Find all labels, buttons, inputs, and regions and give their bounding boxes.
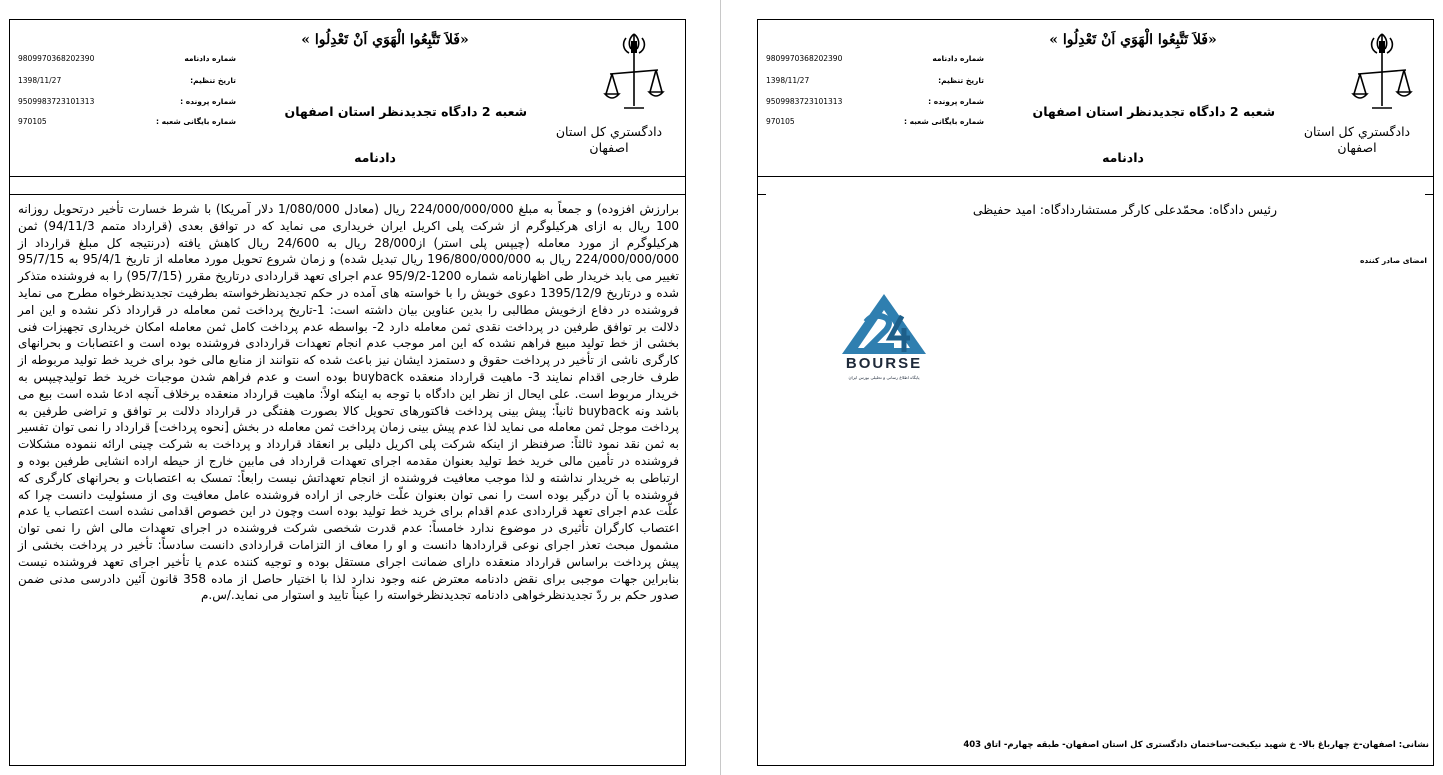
- issuer-signature-label: امضای صادر کننده: [1360, 256, 1427, 265]
- scales-of-justice-icon: [1350, 30, 1414, 116]
- bourse-logo-text: BOURSE: [845, 355, 923, 372]
- motto: «فَلاَ تَتَّبِعُوا الْهَوَي اَنْ تَعْدِلُوا »: [301, 32, 469, 48]
- court-name: شعبه 2 دادگاه تجدیدنظر استان اصفهان: [284, 104, 527, 119]
- presiding-judges: رئیس دادگاه: محمّدعلی کارگر مستشاردادگاه: امید حفیظی: [972, 202, 1277, 217]
- document-header: [758, 20, 1433, 177]
- header-rule-right-tick: [1425, 194, 1433, 195]
- document-page-right: [757, 19, 1434, 766]
- document-header: [10, 20, 685, 177]
- header-rule: [10, 194, 685, 195]
- header-rule-left-tick: [758, 194, 766, 195]
- meta-verdict-number: 9809970368202390 شماره دادنامه: [18, 54, 236, 63]
- meta-archive-number: 970105 شماره بایگانی شعبه :: [766, 117, 984, 126]
- meta-case-number: 9509983723101313 شماره پرونده :: [18, 97, 236, 106]
- scales-of-justice-icon: [602, 30, 666, 116]
- bourse-logo-caption: پایگاه اطلاع رسانی و تحلیلی بورس ایران: [848, 375, 920, 380]
- document-page-left: [9, 19, 686, 766]
- judiciary-name: دادگستري کل استان اصفهان: [1303, 124, 1411, 155]
- bourse-24-logo-icon: [836, 292, 932, 382]
- judiciary-name: دادگستري کل استان اصفهان: [555, 124, 663, 155]
- verdict-body: برارزش افزوده) و جمعاً به مبلغ 224/000/000/000 ریال (معادل 1/080/000 دلار آمریکا) با شرط خسارت تأخیر درتحویل روزانه 100 ریال به ازای هرکیلوگرم از شرکت پلی اکریل ایران خریداری می نماید که در توافق بعدی (قرارداد متمم 94/11/3) ثمن هرکیلوگرم از مورد معامله (چیپس پلی استر) از28/000 ریال به 24/600 ریال کاهش یافته (درنتیجه کل مبلغ قرارداد از 224/000/000/000 ریال به 196/800/000/000 ریال تبدیل شده) و زمان شروع تحویل مورد معامله از تاریخ 95/4/1 به 95/7/15 تغییر می یابد خریدار طی اظهارنامه شماره 1200-95/9/2 عدم اجرای تعهد قراردادی درتاریخ مقرر (95/7/15) را به فروشنده متذکر شده و درتاریخ 1395/12/9 دعوی خویش را با خواسته های آمده در حکم تجدیدنظرخواسته بطرفیت تجدیدنظرخواه مطرح می نماید فروشنده در دفاع ازخویش مطالبی را بدین عناوین بیان داشته است: 1-تاریخ پرداخت ثمن معامله در قرارداد ذکر نشده و این امر دلالت بر توافق طرفین در پرداخت نقدی ثمن معامله دارد 2- بواسطه عدم پرداخت کامل ثمن معامله امکان خریداری تجهیزات فنی بخشی از خط تولید مبیع فراهم نشده که این امر موجب عدم انجام تعهدات قراردادی فروشنده بوده است و اعتصابات و بحرانهای کارگری ناشی از تأخیر در پرداخت حقوق و دستمزد ایشان نیز باعث شده که نتوانند از منابع مالی خود برای خرید خط تولید مربوطه از طرف خارجی اقدام نمایند 3- ماهیت قرارداد منعقده buyback بوده است و عدم فراهم شدن موجبات خرید خط تولیدچیپس به خریدار مربوط است. علی ایحال از نظر این دادگاه با توجه به اینکه اولاً: ماهیت قرارداد منعقده برخلاف آنچه ادعا شده است بیع می باشد ونه buyback ثانیاً: پیش بینی پرداخت فاکتورهای تحویل کالا بصورت هفتگی در قرارداد دلالت بر توافق و تراضی طرفین به پرداخت موجل ثمن معامله می نماید لذا عدم پیش بینی زمان پرداخت ثمن معامله در بخش [نحوه پرداخت] قرارداد را نمی توان تفسیر به ثمن نقد نمود ثالثاً: صرفنظر از اینکه شرکت پلی اکریل دلیلی بر انعقاد قرارداد و پرداخت به شرکت چینی ارائه ننموده مشکلات فروشنده در تأمین مالی خرید خط تولید بعنوان مقدمه اجرای تعهدات قرارداد فی مابین خارج از حیطه اراده انشایی طرفین بوده و ارتباطی به خریدار نداشته و لذا موجب معافیت فروشنده از انجام تعهداتش نیست رابعاً: تمسک به اعتصابات و بحرانهای کارگری که فروشنده با آن درگیر بوده است را نمی توان بعنوان علّت خارجی از اراده فروشنده عامل معافیت وی از مسئولیت دانست چرا که علّت عدم اجرای تعهد قراردادی عدم اقدام برای خرید خط تولید بوده است وچون در این خصوص اقدامی نشده است اعتصاب یا عدم اعتصاب کارگران تأثیری در موضوع ندارد خامساً: عدم قدرت شخصی شرکت فروشنده در اجرای تعهدات مالی اش را نمی توان مشمول مبحث تعذر اجرای نوعی قراردادها دانست و او را معاف از التزامات قراردادی دانست سادساً: تأخیر در پرداخت بخشی از پیش پرداخت براساس قرارداد منعقده دارای ضمانت اجرای مستقل بوده و توجیه کننده عدم یا تأخیر اجرای تعهد فروشنده نیست بنابراین جهات موجبی برای نقض دادنامه معترض عنه وجود ندارد لذا با اختیار حاصل از ماده 358 قانون آئین دادرسی مدنی ضمن صدور حکم بر ردّ تجدیدنظرخواهی دادنامه تجدیدنظرخواسته را عیناً تایید و استوار می نماید./س.م: [18, 202, 680, 603]
- meta-date: 1398/11/27 تاریخ تنظیم:: [18, 76, 236, 85]
- motto: «فَلاَ تَتَّبِعُوا الْهَوَي اَنْ تَعْدِلُوا »: [1049, 32, 1217, 48]
- meta-date: 1398/11/27 تاریخ تنظیم:: [766, 76, 984, 85]
- page-divider: [720, 0, 721, 775]
- court-name: شعبه 2 دادگاه تجدیدنظر استان اصفهان: [1032, 104, 1275, 119]
- doc-title: دادنامه: [354, 150, 396, 165]
- meta-case-number: 9509983723101313 شماره پرونده :: [766, 97, 984, 106]
- meta-verdict-number: 9809970368202390 شماره دادنامه: [766, 54, 984, 63]
- meta-archive-number: 970105 شماره بایگانی شعبه :: [18, 117, 236, 126]
- address-footer: نشانی: اصفهان-خ چهارباغ بالا- خ شهید نیکبخت-ساختمان دادگستری کل استان اصفهان- طبقه چهارم- اتاق 403: [963, 740, 1429, 750]
- doc-title: دادنامه: [1102, 150, 1144, 165]
